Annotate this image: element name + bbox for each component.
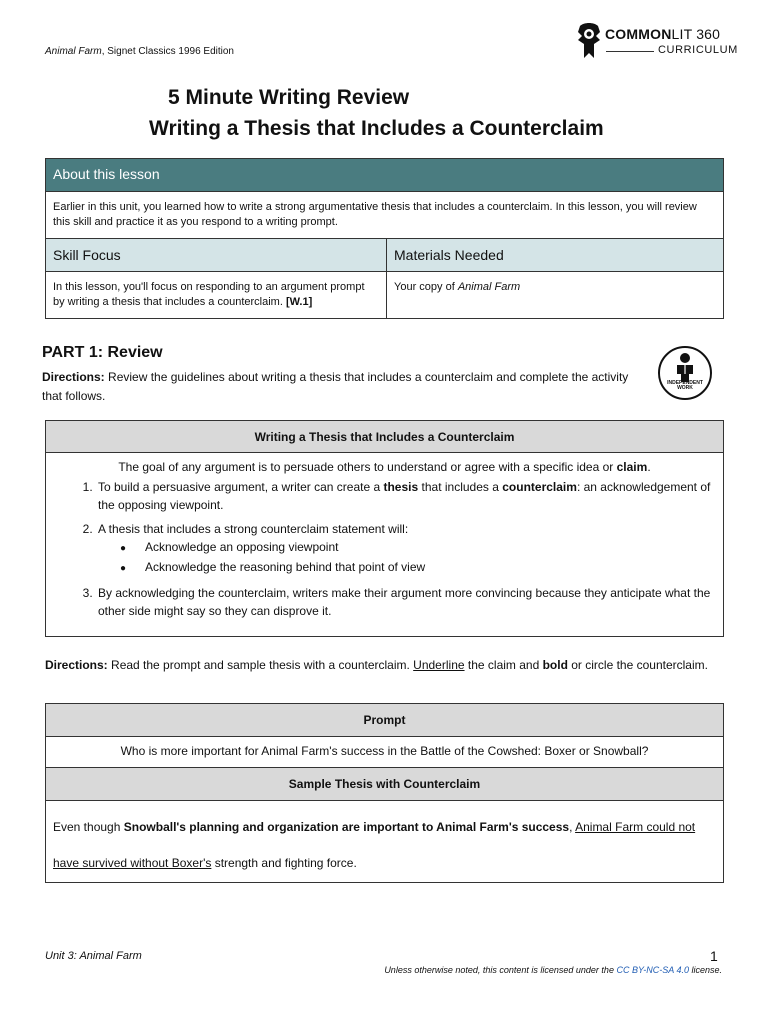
materials-prefix: Your copy of bbox=[394, 281, 458, 293]
part1-directions bbox=[42, 368, 642, 406]
directions-text-2: the claim and bbox=[464, 658, 543, 672]
logo-lit: LIT 360 bbox=[671, 26, 721, 42]
guidelines-box bbox=[45, 420, 724, 637]
directions-text-1: Read the prompt and sample thesis with a counterclaim. bbox=[107, 658, 414, 672]
license-text-b: license. bbox=[688, 965, 722, 975]
badge-label-line1: INDEPENDENT bbox=[667, 380, 703, 386]
independent-work-badge bbox=[658, 346, 712, 400]
skill-focus-description: In this lesson, you'll focus on responding to an argument prompt by writing a thesis that includes a counterclaim. bbox=[53, 281, 365, 308]
materials-heading: Materials Needed bbox=[387, 239, 724, 272]
item1-part-e: : an acknowledgement of the opposing viewpoint. bbox=[98, 480, 711, 512]
bullet-item: ● Acknowledge an opposing viewpoint bbox=[118, 538, 723, 558]
badge-label-line2: WORK bbox=[677, 385, 693, 391]
directions-underline-word: Underline bbox=[413, 658, 465, 672]
materials-book-title: Animal Farm bbox=[457, 281, 521, 293]
logo-wordmark bbox=[605, 26, 720, 42]
thesis-counterclaim: Snowball's planning and organization are important to Animal Farm's success bbox=[123, 820, 570, 834]
person-icon bbox=[660, 350, 710, 384]
directions-label: Directions: bbox=[45, 658, 108, 672]
sample-thesis-text bbox=[46, 801, 723, 889]
footer-unit: Unit 3: Animal Farm bbox=[45, 950, 142, 962]
lesson-info-table bbox=[45, 158, 724, 319]
license-link[interactable]: CC BY-NC-SA 4.0 bbox=[616, 965, 689, 975]
prompt-text: Who is more important for Animal Farm's success in the Battle of the Cowshed: Boxer or Snowball? bbox=[46, 737, 723, 768]
license-text-a: Unless otherwise noted, this content is licensed under the bbox=[384, 965, 617, 975]
item2-text: A thesis that includes a strong counterclaim statement will: bbox=[98, 522, 409, 536]
page-subtitle: Writing a Thesis that Includes a Counterclaim bbox=[149, 117, 604, 140]
item1-part-c: that includes a bbox=[418, 480, 503, 494]
edition-line bbox=[45, 46, 234, 57]
guidelines-heading: Writing a Thesis that Includes a Counterclaim bbox=[46, 421, 723, 453]
prompt-box bbox=[45, 703, 724, 883]
edition-book-title: Animal Farm bbox=[45, 46, 102, 57]
about-text: Earlier in this unit, you learned how to write a strong argumentative thesis that includes a counterclaim. In this lesson, you will review this skill and practice it as you respond to a writing prompt. bbox=[46, 192, 724, 239]
goal-period: . bbox=[647, 460, 651, 474]
item1-counterclaim: counterclaim bbox=[502, 480, 577, 494]
commonlit-emblem-icon bbox=[574, 22, 604, 62]
edition-details: , Signet Classics 1996 Edition bbox=[101, 46, 234, 57]
sample-thesis-heading: Sample Thesis with Counterclaim bbox=[46, 768, 723, 801]
goal-claim: claim bbox=[616, 460, 648, 474]
activity-directions bbox=[45, 656, 725, 674]
skill-standard: [W.1] bbox=[285, 296, 313, 308]
badge-label bbox=[660, 381, 710, 391]
item1-thesis: thesis bbox=[383, 480, 419, 494]
directions-bold-word: bold bbox=[542, 658, 568, 672]
commonlit-logo bbox=[574, 22, 738, 62]
license-notice bbox=[384, 965, 722, 975]
part1-heading: PART 1: Review bbox=[42, 344, 163, 361]
skill-focus-heading: Skill Focus bbox=[46, 239, 387, 272]
about-heading: About this lesson bbox=[46, 159, 724, 192]
list-item: 3. By acknowledging the counterclaim, writers make their argument more convincing because they anticipate what the other side might say so they can disprove it. bbox=[96, 584, 723, 620]
logo-divider bbox=[606, 51, 654, 52]
bullet-item: ● Acknowledge the reasoning behind that point of view bbox=[118, 558, 723, 578]
goal-text bbox=[46, 460, 723, 474]
directions-text-3: or circle the counterclaim. bbox=[567, 658, 708, 672]
logo-curriculum: CURRICULUM bbox=[658, 44, 738, 56]
list-item bbox=[96, 478, 723, 514]
logo-common: COMMON bbox=[605, 26, 672, 42]
skill-focus-text bbox=[46, 272, 387, 319]
thesis-ending: strength and fighting force. bbox=[211, 856, 357, 870]
directions-text: Review the guidelines about writing a thesis that includes a counterclaim and complete the activity that follows. bbox=[42, 370, 629, 403]
prompt-heading: Prompt bbox=[46, 704, 723, 737]
page-title: 5 Minute Writing Review bbox=[168, 86, 410, 109]
thesis-opening: Even though bbox=[53, 820, 124, 834]
list-item bbox=[96, 520, 723, 578]
thesis-comma: , bbox=[569, 820, 576, 834]
guidelines-list bbox=[96, 478, 723, 620]
directions-label: Directions: bbox=[42, 370, 105, 384]
page-number: 1 bbox=[710, 948, 718, 964]
materials-text bbox=[387, 272, 724, 319]
thesis-claim: Animal Farm could not have survived without Boxer's bbox=[53, 820, 696, 870]
bullet-list bbox=[118, 538, 723, 578]
goal-sentence: The goal of any argument is to persuade others to understand or agree with a specific idea or bbox=[118, 460, 617, 474]
item1-part-a: To build a persuasive argument, a writer can create a bbox=[98, 480, 384, 494]
